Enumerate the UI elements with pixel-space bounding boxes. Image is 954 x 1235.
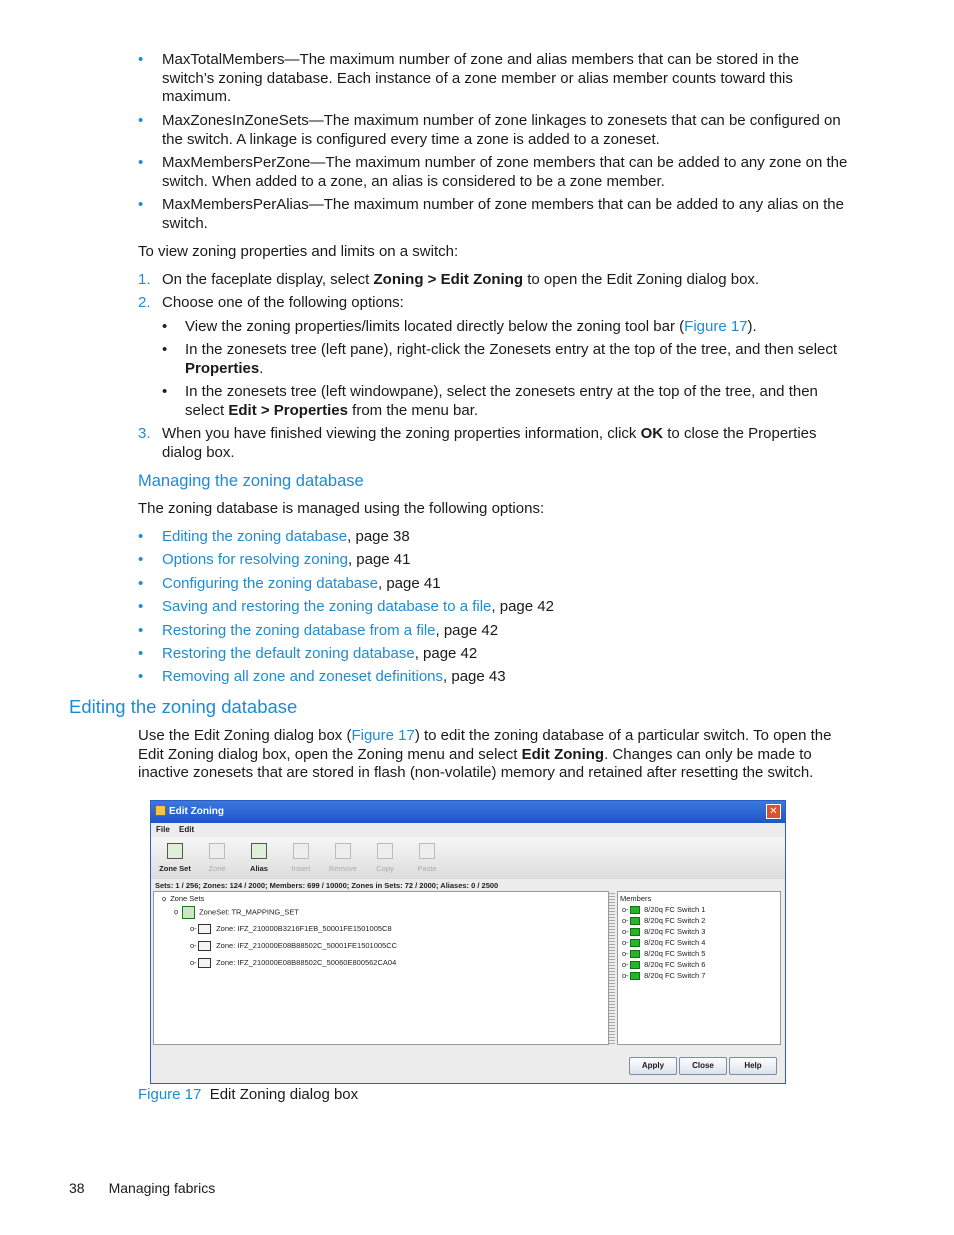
link-item: • Restoring the zoning database from a file, page 42 bbox=[138, 622, 499, 639]
managing-intro: The zoning database is managed using the following options: bbox=[138, 500, 545, 517]
zonesets-tree-pane[interactable] bbox=[153, 891, 609, 1045]
footer-section: Managing fabrics bbox=[108, 1180, 216, 1196]
bullet-text: MaxMembersPerZone—The maximum number of zone members that can be added to any zone on the switch. When added to a zone, an alias is considered to be a zone member. bbox=[162, 154, 848, 190]
link-item: • Editing the zoning database, page 38 bbox=[138, 528, 410, 545]
figure-17-link[interactable]: Figure 17 bbox=[351, 727, 415, 744]
insert-icon bbox=[293, 843, 309, 859]
page-number: 38 bbox=[69, 1180, 85, 1196]
menu-edit[interactable]: Edit bbox=[179, 825, 195, 834]
section-link[interactable]: Options for resolving zoning bbox=[162, 551, 348, 568]
switch-icon bbox=[630, 906, 640, 914]
step-3-text: When you have finished viewing the zoning properties information, click OK to close the Properties dialog box. bbox=[162, 425, 817, 461]
link-item: • Options for resolving zoning, page 41 bbox=[138, 551, 411, 568]
section-link[interactable]: Restoring the default zoning database bbox=[162, 645, 415, 662]
menu-file[interactable]: File bbox=[156, 825, 170, 834]
step-1-text: On the faceplate display, select Zoning > Edit Zoning to open the Edit Zoning dialog box. bbox=[162, 271, 760, 288]
figure-17-link[interactable]: Figure 17 bbox=[684, 318, 748, 335]
insert-button[interactable]: Insert bbox=[281, 840, 321, 878]
zoning-limits-status: Sets: 1 / 256; Zones: 124 / 2000; Members: 699 / 10000; Zones in Sets: 72 / 2000; Aliases: 0 / 2500 bbox=[155, 881, 499, 890]
zoning-toolbar bbox=[151, 837, 785, 879]
step-2-option-c: • In the zonesets tree (left windowpane), select the zonesets entry at the top of the tree, and then select Edit > Properties from the menu bar. bbox=[162, 383, 818, 419]
member-switch[interactable]: o- 8/20q FC Switch 7 bbox=[622, 971, 706, 980]
copy-button[interactable]: Copy bbox=[365, 840, 405, 878]
paste-icon bbox=[419, 843, 435, 859]
zoneset-icon bbox=[182, 906, 195, 919]
step-1-number: 1. bbox=[138, 271, 151, 288]
zone-button[interactable]: Zone bbox=[197, 840, 237, 878]
zone-set-icon bbox=[167, 843, 183, 859]
section-link[interactable]: Configuring the zoning database bbox=[162, 575, 378, 592]
zone-icon bbox=[209, 843, 225, 859]
section-link[interactable]: Restoring the zoning database from a file bbox=[162, 622, 436, 639]
menu-bar bbox=[151, 823, 785, 837]
section-link[interactable]: Saving and restoring the zoning database to a file bbox=[162, 598, 492, 615]
member-switch[interactable]: o- 8/20q FC Switch 4 bbox=[622, 938, 706, 947]
switch-icon bbox=[630, 939, 640, 947]
apply-button[interactable]: Apply bbox=[629, 1057, 677, 1075]
member-switch[interactable]: o- 8/20q FC Switch 5 bbox=[622, 949, 706, 958]
member-switch[interactable]: o- 8/20q FC Switch 3 bbox=[622, 927, 706, 936]
link-item: • Removing all zone and zoneset definitions, page 43 bbox=[138, 668, 506, 685]
members-root[interactable]: Members bbox=[620, 894, 652, 903]
step-2-text: Choose one of the following options: bbox=[162, 294, 404, 311]
bullet-dot: • bbox=[138, 51, 144, 68]
app-icon bbox=[155, 805, 166, 816]
switch-icon bbox=[630, 950, 640, 958]
editing-heading: Editing the zoning database bbox=[69, 696, 298, 717]
member-switch[interactable]: o- 8/20q FC Switch 1 bbox=[622, 905, 706, 914]
bullet-max-zones-in-zonesets bbox=[138, 112, 848, 149]
remove-icon bbox=[335, 843, 351, 859]
zone-set-button[interactable]: Zone Set bbox=[155, 840, 195, 878]
tree-zone[interactable]: o- Zone: IFZ_210000B3216F1EB_50001FE1501005C8 bbox=[190, 924, 392, 933]
bullet-text: MaxMembersPerAlias—The maximum number of zone members that can be added to any alias on the switch. bbox=[162, 196, 844, 232]
edit-zoning-dialog bbox=[150, 800, 786, 1084]
tree-zone[interactable]: o- Zone: IFZ_210000E08B88502C_50001FE1501005CC bbox=[190, 941, 398, 950]
tree-zoneset[interactable]: ọ ZoneSet: TR_MAPPING_SET bbox=[174, 906, 299, 919]
bullet-text: MaxTotalMembers—The maximum number of zone and alias members that can be stored in the switch’s zoning database. Each instance of a zone member or alias member counts toward this maximum. bbox=[162, 51, 799, 105]
bullet-max-total-members bbox=[138, 51, 848, 107]
figure-caption: Figure 17 Edit Zoning dialog box bbox=[138, 1086, 359, 1103]
editing-paragraph: Use the Edit Zoning dialog box (Figure 17) to edit the zoning database of a particular switch. To open the Edit Zoning dialog box, open the Zoning menu and select Edit Zoning. Changes can only be made to inactive zonesets that are stored in flash (non-volatile) memory and retained after resetting the switch. bbox=[138, 727, 832, 781]
switch-icon bbox=[630, 972, 640, 980]
bullet-dot: • bbox=[138, 154, 144, 171]
step-2-option-a: • View the zoning properties/limits located directly below the zoning tool bar (Figure 17). bbox=[162, 318, 757, 335]
bullet-dot: • bbox=[138, 196, 144, 213]
member-switch[interactable]: o- 8/20q FC Switch 6 bbox=[622, 960, 706, 969]
step-3-number: 3. bbox=[138, 425, 151, 442]
section-link[interactable]: Editing the zoning database bbox=[162, 528, 348, 545]
step-2-number: 2. bbox=[138, 294, 151, 311]
remove-button[interactable]: Remove bbox=[323, 840, 363, 878]
paste-button[interactable]: Paste bbox=[407, 840, 447, 878]
bullet-dot: • bbox=[138, 112, 144, 129]
pane-splitter[interactable] bbox=[609, 891, 615, 1045]
members-pane[interactable] bbox=[617, 891, 781, 1045]
view-intro: To view zoning properties and limits on a switch: bbox=[138, 243, 459, 260]
bullet-max-members-per-zone bbox=[138, 154, 848, 191]
link-item: • Restoring the default zoning database, page 42 bbox=[138, 645, 478, 662]
close-icon[interactable]: ✕ bbox=[766, 804, 781, 819]
zone-icon bbox=[198, 941, 211, 951]
member-switch[interactable]: o- 8/20q FC Switch 2 bbox=[622, 916, 706, 925]
switch-icon bbox=[630, 928, 640, 936]
dialog-titlebar[interactable] bbox=[151, 801, 785, 823]
switch-icon bbox=[630, 961, 640, 969]
link-item: • Configuring the zoning database, page 41 bbox=[138, 575, 441, 592]
zone-icon bbox=[198, 924, 211, 934]
close-button[interactable]: Close bbox=[679, 1057, 727, 1075]
bullet-text: MaxZonesInZoneSets—The maximum number of zone linkages to zonesets that can be configured on the switch. A linkage is configured every time a zone is added to a zoneset. bbox=[162, 112, 841, 148]
alias-icon bbox=[251, 843, 267, 859]
figure-label: Figure 17 bbox=[138, 1086, 202, 1103]
link-item: • Saving and restoring the zoning database to a file, page 42 bbox=[138, 598, 554, 615]
copy-icon bbox=[377, 843, 393, 859]
page-footer bbox=[69, 1180, 215, 1196]
bullet-max-members-per-alias bbox=[138, 196, 848, 233]
managing-heading: Managing the zoning database bbox=[138, 472, 364, 490]
alias-button[interactable]: Alias bbox=[239, 840, 279, 878]
switch-icon bbox=[630, 917, 640, 925]
section-link[interactable]: Removing all zone and zoneset definitions bbox=[162, 668, 444, 685]
tree-root[interactable]: ọ Zone Sets bbox=[162, 894, 205, 903]
tree-zone[interactable]: o- Zone: IFZ_210000E08B88502C_50060E800562CA04 bbox=[190, 958, 397, 967]
help-button[interactable]: Help bbox=[729, 1057, 777, 1075]
step-2-option-b: • In the zonesets tree (left pane), right-click the Zonesets entry at the top of the tree, and then select Properties. bbox=[162, 341, 838, 377]
zone-icon bbox=[198, 958, 211, 968]
dialog-title: Edit Zoning bbox=[169, 806, 224, 817]
